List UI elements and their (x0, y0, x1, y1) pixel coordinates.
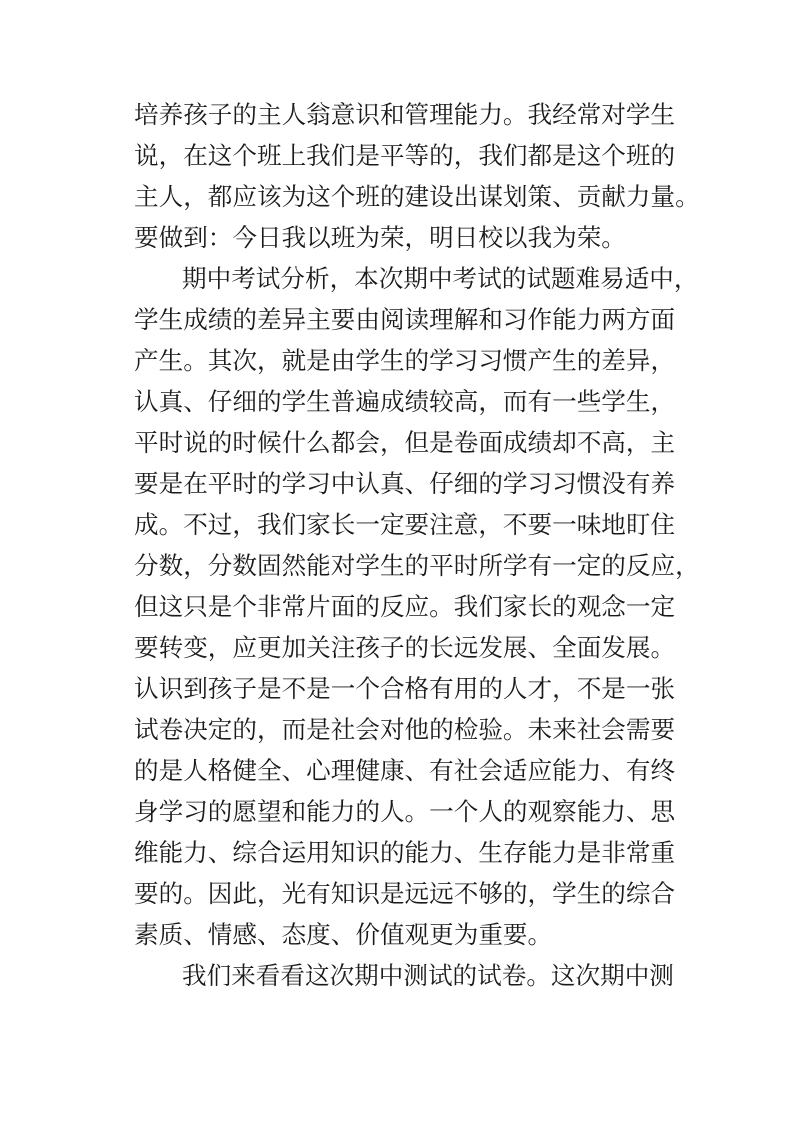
text-line: 维能力、综合运用知识的能力、生存能力是非常重 (134, 838, 676, 867)
text-line: 素质、情感、态度、价值观更为重要。 (134, 920, 553, 949)
text-line: 学生成绩的差异主要由阅读理解和习作能力两方面 (134, 305, 676, 334)
paragraph-first-line: 期中考试分析，本次期中考试的试题难易适中， (182, 264, 699, 293)
text-line: 要转变，应更加关注孩子的长远发展、全面发展。 (134, 633, 676, 662)
text-line: 分数，分数固然能对学生的平时所学有一定的反应， (134, 551, 700, 580)
text-line: 认识到孩子是不是一个合格有用的人才，不是一张 (134, 674, 676, 703)
text-line: 主人，都应该为这个班的建设出谋划策、贡献力量。 (134, 182, 700, 211)
text-line: 要是在平时的学习中认真、仔细的学习习惯没有养 (134, 469, 676, 498)
text-line: 认真、仔细的学生普遍成绩较高，而有一些学生， (134, 387, 676, 416)
text-line: 的是人格健全、心理健康、有社会适应能力、有终 (134, 756, 676, 785)
text-line: 但这只是个非常片面的反应。我们家长的观念一定 (134, 592, 676, 621)
text-line: 身学习的愿望和能力的人。一个人的观察能力、思 (134, 797, 676, 826)
text-line: 说，在这个班上我们是平等的，我们都是这个班的 (134, 141, 676, 170)
text-line: 要做到：今日我以班为荣，明日校以我为荣。 (134, 223, 626, 252)
text-line: 平时说的时候什么都会，但是卷面成绩却不高，主 (134, 428, 676, 457)
text-line: 成。不过，我们家长一定要注意，不要一味地盯住 (134, 510, 676, 539)
text-line: 产生。其次，就是由学生的学习习惯产生的差异， (134, 346, 676, 375)
text-line: 培养孩子的主人翁意识和管理能力。我经常对学生 (134, 100, 676, 129)
text-line: 要的。因此，光有知识是远远不够的，学生的综合 (134, 879, 676, 908)
text-line: 试卷决定的，而是社会对他的检验。未来社会需要 (134, 715, 676, 744)
paragraph-first-line: 我们来看看这次期中测试的试卷。这次期中测 (182, 961, 674, 990)
